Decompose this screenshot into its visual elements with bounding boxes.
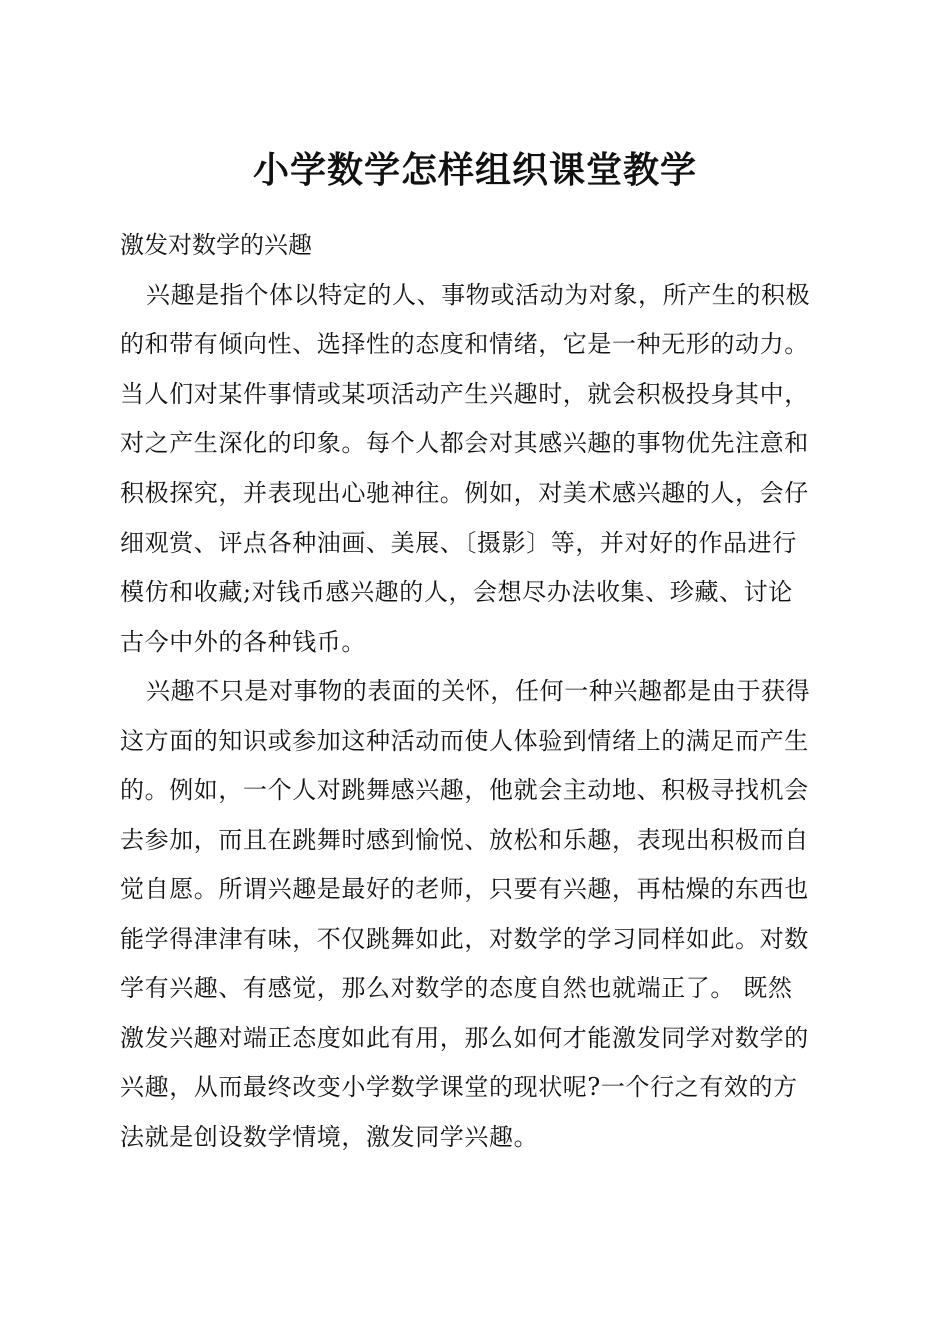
paragraph-line: 的和带有倾向性、选择性的态度和情绪，它是一种无形的动力。 bbox=[120, 330, 809, 358]
paragraph-line: 觉自愿。所谓兴趣是最好的老师，只要有兴趣，再枯燥的东西也 bbox=[120, 875, 809, 903]
paragraph-line: 激发兴趣对端正态度如此有用，那么如何才能激发同学对数学的 bbox=[120, 1024, 809, 1052]
paragraph-line: 的。例如，一个人对跳舞感兴趣，他就会主动地、积极寻找机会 bbox=[120, 776, 809, 804]
paragraph-line: 学有兴趣、有感觉，那么对数学的态度自然也就端正了。 既然 bbox=[120, 974, 793, 1002]
paragraph-line: 当人们对某件事情或某项活动产生兴趣时，就会积极投身其中， bbox=[120, 380, 809, 408]
section-heading: 激发对数学的兴趣 bbox=[120, 231, 312, 259]
paragraph-line: 去参加，而且在跳舞时感到愉悦、放松和乐趣，表现出积极而自 bbox=[120, 826, 809, 854]
paragraph-line: 法就是创设数学情境，激发同学兴趣。 bbox=[120, 1123, 539, 1151]
paragraph-line: 兴趣是指个体以特定的人、事物或活动为对象，所产生的积极 bbox=[146, 281, 811, 309]
paragraph-line: 积极探究，并表现出心驰神往。例如，对美术感兴趣的人，会仔 bbox=[120, 479, 809, 507]
paragraph-line: 细观赏、评点各种油画、美展、〔摄影〕等，并对好的作品进行 bbox=[120, 529, 797, 557]
document-title: 小学数学怎样组织课堂教学 bbox=[252, 149, 697, 191]
paragraph-line: 兴趣，从而最终改变小学数学课堂的现状呢?一个行之有效的方 bbox=[120, 1073, 798, 1101]
paragraph-line: 模仿和收藏;对钱币感兴趣的人，会想尽办法收集、珍藏、讨论 bbox=[120, 578, 793, 606]
paragraph-line: 能学得津津有味，不仅跳舞如此，对数学的学习同样如此。对数 bbox=[120, 925, 809, 953]
paragraph-line: 这方面的知识或参加这种活动而使人体验到情绪上的满足而产生 bbox=[120, 727, 809, 755]
paragraph-line: 对之产生深化的印象。每个人都会对其感兴趣的事物优先注意和 bbox=[120, 429, 809, 457]
paragraph-line: 兴趣不只是对事物的表面的关怀，任何一种兴趣都是由于获得 bbox=[146, 677, 811, 705]
paragraph-line: 古今中外的各种钱币。 bbox=[120, 628, 366, 656]
